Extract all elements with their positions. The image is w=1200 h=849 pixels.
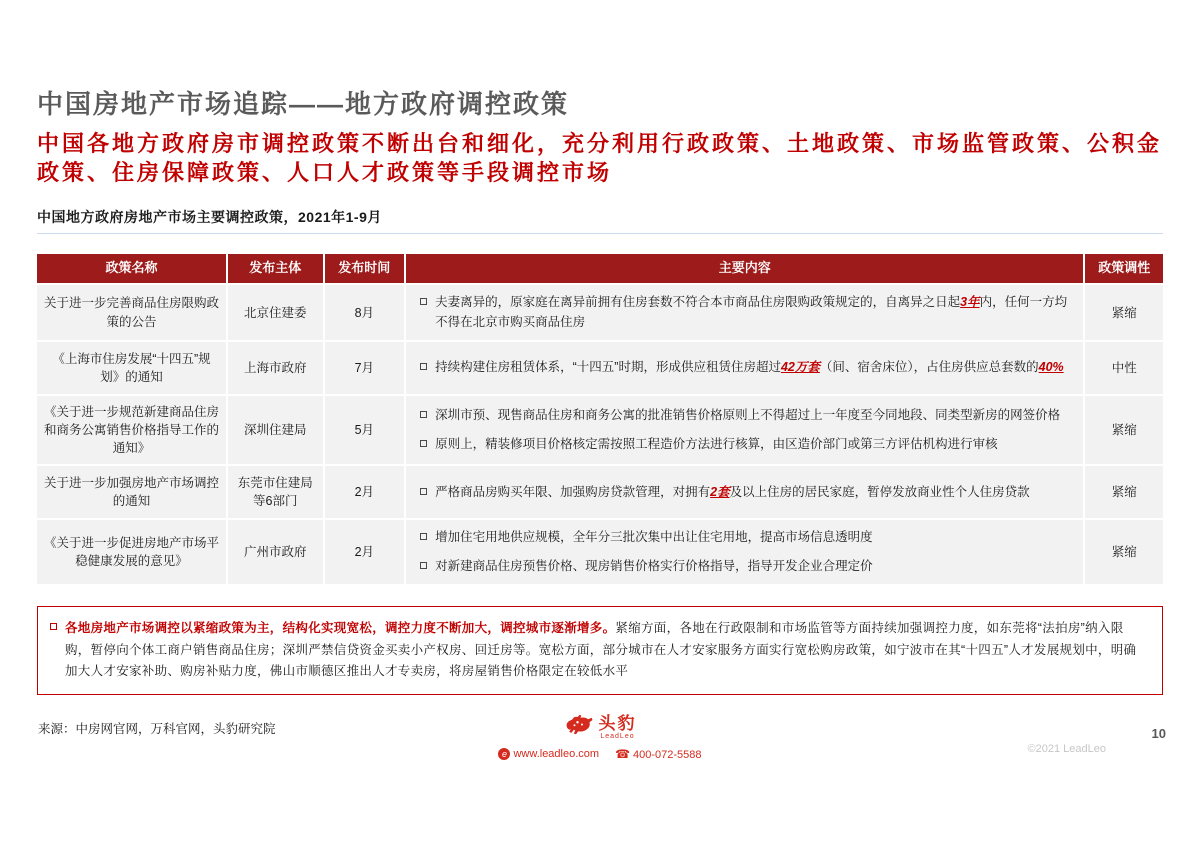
policy-table-rows [37, 285, 1163, 584]
main-content-cell [406, 285, 1083, 340]
copyright-text: ©2021 LeadLeo [1027, 743, 1106, 755]
content-text: 原则上，精装修项目价格核定需按照工程造价方法进行核算，由区造价部门或第三方评估机构进行审核 [435, 436, 998, 451]
bullet-item [420, 358, 1064, 377]
table-row [37, 342, 1163, 394]
bullet-square-icon [420, 562, 427, 569]
table-row [37, 396, 1163, 464]
policy-name-cell: 关于进一步完善商品住房限购政策的公告 [37, 285, 226, 340]
bullet-item [420, 293, 1069, 332]
summary-text [65, 618, 1148, 683]
table-row [37, 285, 1163, 340]
highlighted-value: 40% [1038, 360, 1064, 375]
tone-cell: 中性 [1085, 342, 1163, 394]
publish-time-cell: 2月 [325, 466, 405, 518]
table-row [37, 466, 1163, 518]
content-text: 增加住宅用地供应规模，全年分三批次集中出让住宅用地，提高市场信息透明度 [435, 530, 873, 545]
content-text: 夫妻离异的，原家庭在离异前拥有住房套数不符合本市商品住房限购政策规定的，自离异之日起 [435, 295, 961, 310]
header-tone: 政策调性 [1085, 254, 1163, 283]
publish-time-cell: 8月 [325, 285, 405, 340]
highlighted-value: 3年 [960, 295, 980, 310]
bullet-square-icon [420, 363, 427, 370]
policy-name-cell: 关于进一步加强房地产市场调控的通知 [37, 466, 226, 518]
summary-rest: 紧缩方面，各地在行政限制和市场监管等方面持续加强调控力度，如东莞将“法拍房”纳入限购，暂停向个体工商户销售商品住房；深圳严禁信贷资金买卖小产权房、回迁房等。宽松方面，部分城市在人才安家服务方面实行宽松购房政策，如宁波市在其“十四五”人才发展规划中，明确加大人才安家补助、购房补贴力度，佛山市顺德区推出人才专卖房，将房屋销售价格限定在较低水平 [65, 621, 1137, 679]
main-content-cell [406, 342, 1083, 394]
issuer-cell: 北京住建委 [228, 285, 323, 340]
summary-bullet-item [50, 618, 1148, 683]
tone-cell: 紧缩 [1085, 285, 1163, 340]
bullet-text [435, 358, 1064, 377]
content-text: 及以上住房的居民家庭，暂停发放商业性个人住房贷款 [729, 484, 1030, 499]
policy-name-cell: 《关于进一步促进房地产市场平稳健康发展的意见》 [37, 520, 226, 584]
bullet-square-icon [420, 533, 427, 540]
page-title: 中国房地产市场追踪——地方政府调控政策 [37, 89, 570, 119]
header-publish-time: 发布时间 [325, 254, 405, 283]
phone-text: 400-072-5588 [633, 749, 702, 761]
publish-time-cell: 5月 [325, 396, 405, 464]
policy-table-header [37, 254, 1163, 283]
page-subtitle: 中国各地方政府房市调控政策不断出台和细化，充分利用行政政策、土地政策、市场监管政策、公积金政策、住房保障政策、人口人才政策等手段调控市场 [37, 130, 1163, 186]
tone-cell: 紧缩 [1085, 396, 1163, 464]
issuer-cell: 东莞市住建局等6部门 [228, 466, 323, 518]
table-caption: 中国地方政府房地产市场主要调控政策，2021年1-9月 [37, 209, 382, 226]
content-text: 持续构建住房租赁体系，“十四五”时期，形成供应租赁住房超过 [435, 360, 781, 375]
main-content-cell [406, 396, 1083, 464]
content-text: 严格商品房购买年限、加强购房贷款管理，对拥有 [435, 484, 711, 499]
policy-name-cell: 《关于进一步规范新建商品住房和商务公寓销售价格指导工作的通知》 [37, 396, 226, 464]
source-note: 来源：中房网官网，万科官网，头豹研究院 [38, 722, 276, 736]
summary-box [37, 606, 1163, 695]
bullet-text [435, 557, 873, 576]
bullet-item [420, 406, 1060, 425]
table-row [37, 520, 1163, 584]
header-row [37, 254, 1163, 283]
bullet-square-icon [420, 411, 427, 418]
publish-time-cell: 7月 [325, 342, 405, 394]
bullet-item [420, 528, 873, 547]
header-issuer: 发布主体 [228, 254, 323, 283]
policy-name-cell: 《上海市住房发展“十四五”规划》的通知 [37, 342, 226, 394]
globe-icon: e [498, 748, 510, 760]
summary-lead: 各地房地产市场调控以紧缩政策为主，结构化实现宽松，调控力度不断加大，调控城市逐渐增多。 [65, 621, 616, 636]
issuer-cell: 广州市政府 [228, 520, 323, 584]
main-content-cell [406, 520, 1083, 584]
logo-en-text: LeadLeo [600, 732, 635, 740]
leadleo-leopard-icon [564, 712, 594, 742]
website-item [498, 748, 599, 760]
main-content-cell [406, 466, 1083, 518]
bullet-square-icon [50, 623, 57, 630]
website-text: www.leadleo.com [513, 748, 600, 760]
bullet-item [420, 483, 1029, 502]
bullet-text [435, 528, 873, 547]
bullet-text [435, 483, 1029, 502]
bullet-text [435, 435, 998, 454]
content-text: （间、宿舍床位），占住房供应总套数的 [819, 360, 1039, 375]
bullet-text [435, 406, 1060, 425]
table-caption-wrap [37, 207, 1163, 234]
highlighted-value: 2套 [710, 484, 730, 499]
content-text: 对新建商品住房预售价格、现房销售价格实行价格指导，指导开发企业合理定价 [435, 558, 873, 573]
logo-cn-text: 头豹 [598, 713, 637, 733]
bullet-square-icon [420, 440, 427, 447]
content-text: 内，任何一方均不得在北京市购买商品住房 [435, 295, 1068, 329]
policy-table [37, 254, 1163, 584]
bullet-square-icon [420, 488, 427, 495]
issuer-cell: 上海市政府 [228, 342, 323, 394]
highlighted-value: 42万套 [780, 360, 820, 375]
content-text: 深圳市预、现售商品住房和商务公寓的批准销售价格原则上不得超过上一年度至今同地段、同类型新房的网签价格 [435, 408, 1061, 423]
header-policy-name: 政策名称 [37, 254, 226, 283]
bullet-text [435, 293, 1069, 332]
phone-item [615, 747, 701, 761]
tone-cell: 紧缩 [1085, 520, 1163, 584]
page-number: 10 [1151, 726, 1166, 741]
leadleo-logo-block [470, 712, 730, 761]
publish-time-cell: 2月 [325, 520, 405, 584]
issuer-cell: 深圳住建局 [228, 396, 323, 464]
bullet-item [420, 557, 873, 576]
tone-cell: 紧缩 [1085, 466, 1163, 518]
phone-icon: ☎ [615, 747, 631, 761]
header-main-content: 主要内容 [406, 254, 1083, 283]
bullet-item [420, 435, 998, 454]
bullet-square-icon [420, 298, 427, 305]
